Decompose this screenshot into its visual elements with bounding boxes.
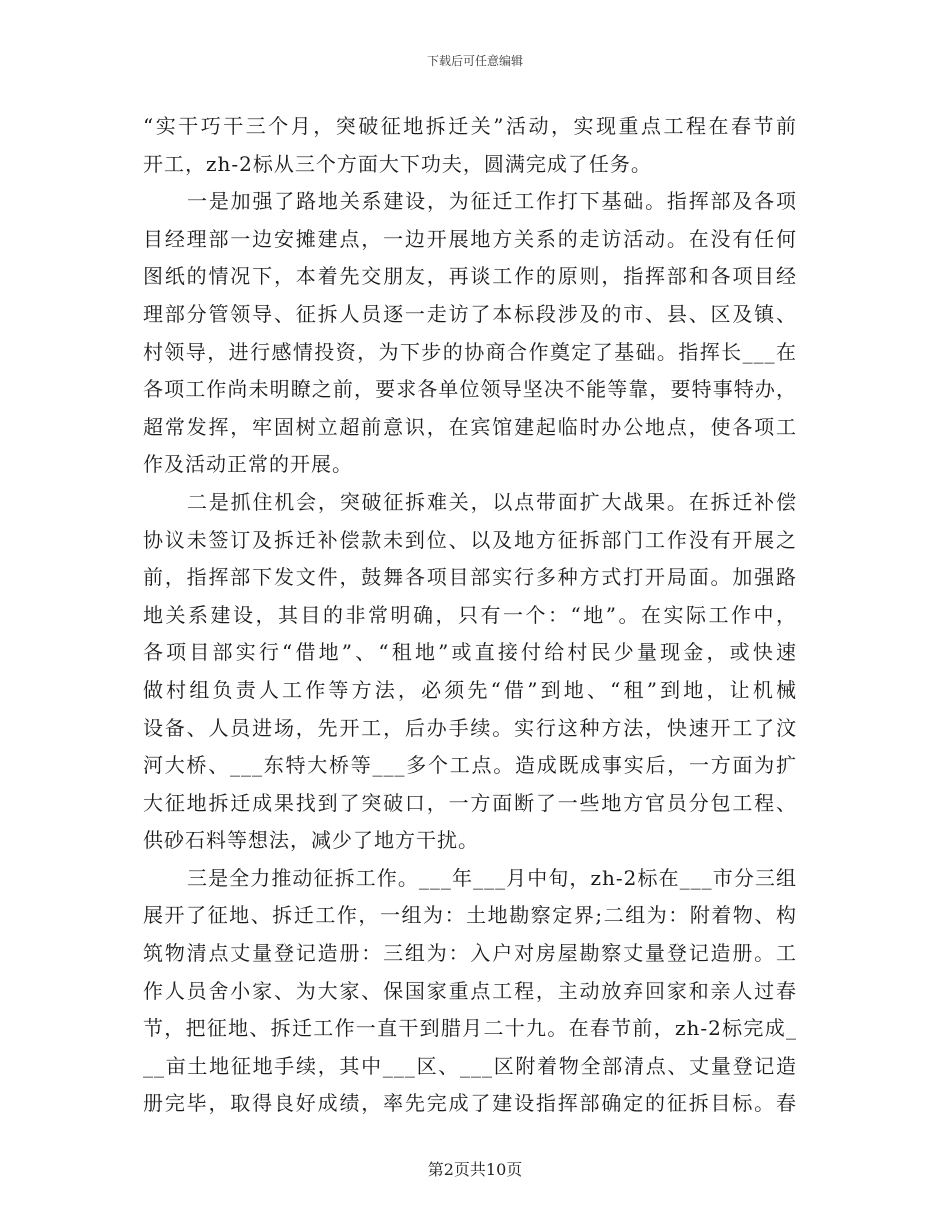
text-line: 做村组负责人工作等方法，必须先“借”到地、“租”到地，让机械 bbox=[143, 677, 797, 702]
text-line: 前，指挥部下发文件，鼓舞各项目部实行多种方式打开局面。加强路 bbox=[143, 565, 797, 590]
document-body bbox=[143, 108, 797, 1123]
text-line: 三是全力推动征拆工作。___年___月中旬，zh-2标在___市分三组 bbox=[187, 865, 797, 890]
text-line: 河大桥、___东特大桥等___多个工点。造成既成事实后，一方面为扩 bbox=[143, 753, 797, 778]
text-line: “实干巧干三个月，突破征地拆迁关”活动，实现重点工程在春节前 bbox=[143, 114, 797, 138]
text-line: 各项工作尚未明瞭之前，要求各单位领导坚决不能等靠，要特事特办， bbox=[143, 377, 797, 402]
text-line: 开工，zh-2标从三个方面大下功夫，圆满完成了任务。 bbox=[143, 151, 652, 176]
text-line: 一是加强了路地关系建设，为征迁工作打下基础。指挥部及各项 bbox=[187, 189, 797, 214]
text-line: 作人员舍小家、为大家、保国家重点工程，主动放弃回家和亲人过春 bbox=[143, 978, 797, 1003]
text-line: 各项目部实行“借地”、“租地”或直接付给村民少量现金，或快速 bbox=[143, 640, 797, 665]
text-line: 地关系建设，其目的非常明确，只有一个：“地”。在实际工作中， bbox=[143, 602, 797, 627]
text-line: 协议未签订及拆迁补偿款未到位、以及地方征拆部门工作没有开展之 bbox=[143, 527, 797, 552]
text-line: 目经理部一边安摊建点，一边开展地方关系的走访活动。在没有任何 bbox=[143, 226, 797, 251]
text-line: 作及活动正常的开展。 bbox=[143, 452, 353, 477]
text-line: 大征地拆迁成果找到了突破口，一方面断了一些地方官员分包工程、 bbox=[143, 790, 797, 815]
page-header: 下载后可任意编辑 bbox=[426, 54, 523, 68]
page-footer: 第2页共10页 bbox=[427, 1160, 523, 1179]
text-line: 村领导，进行感情投资，为下步的协商合作奠定了基础。指挥长___在 bbox=[143, 339, 797, 364]
text-line: 册完毕，取得良好成绩，率先完成了建设指挥部确定的征拆目标。春 bbox=[143, 1091, 797, 1116]
text-line: 二是抓住机会，突破征拆难关，以点带面扩大战果。在拆迁补偿 bbox=[187, 489, 797, 514]
text-line: 展开了征地、拆迁工作，一组为：土地勘察定界;二组为：附着物、构 bbox=[143, 903, 797, 928]
text-line: 理部分管领导、征拆人员逐一走访了本标段涉及的市、县、区及镇、 bbox=[143, 301, 797, 326]
text-line: 图纸的情况下，本着先交朋友，再谈工作的原则，指挥部和各项目经 bbox=[143, 264, 797, 289]
text-line: 节，把征地、拆迁工作一直干到腊月二十九。在春节前，zh-2标完成_ bbox=[143, 1016, 797, 1041]
text-line: 设备、人员进场，先开工，后办手续。实行这种方法，快速开工了汶 bbox=[143, 715, 797, 740]
text-line: 超常发挥，牢固树立超前意识，在宾馆建起临时办公地点，使各项工 bbox=[143, 414, 797, 439]
text-line: 筑物清点丈量登记造册：三组为：入户对房屋勘察丈量登记造册。工 bbox=[143, 941, 797, 966]
text-line: 供砂石料等想法，减少了地方干扰。 bbox=[143, 828, 479, 853]
text-line: __亩土地征地手续，其中___区、___区附着物全部清点、丈量登记造 bbox=[143, 1053, 797, 1078]
